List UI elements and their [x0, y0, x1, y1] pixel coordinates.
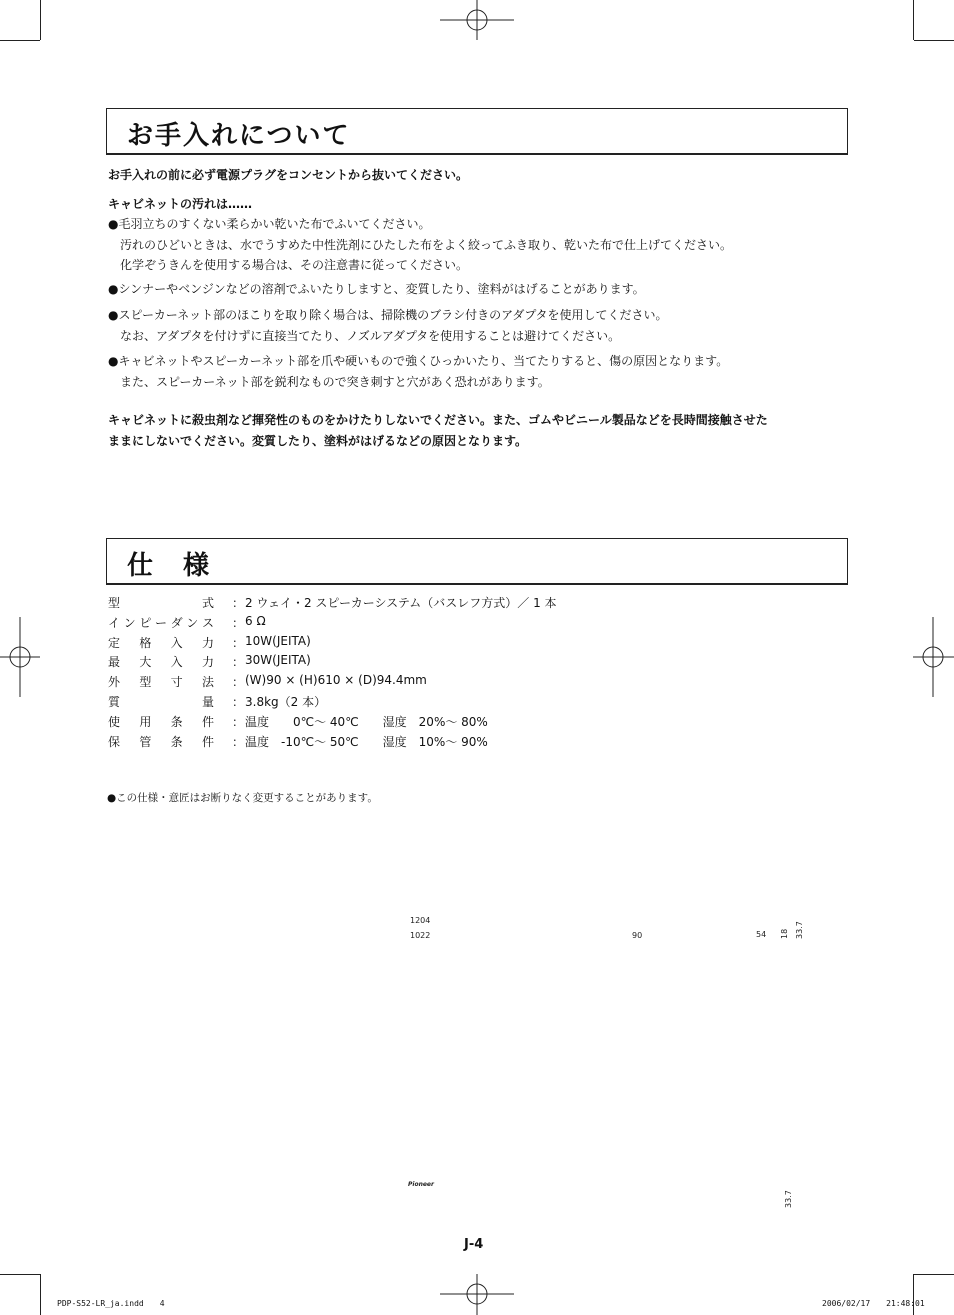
cabinet-heading: キャビネットの汚れは…… [108, 197, 253, 211]
spec-value: 温度 0℃～ 40℃ 湿度 20%～ 80% [245, 714, 488, 729]
spec-label: 最 大 入 力 [108, 655, 214, 670]
spec-value: 3.8kg（2 本） [245, 695, 327, 709]
spec-colon: ： [232, 596, 245, 610]
brand-logo: Pioneer [408, 1181, 434, 1188]
spec-label: 使 用 条 件 [108, 714, 214, 729]
care-bullet-1-line-1: ●毛羽立ちのすくない柔らかい乾いた布でふいてください。 [108, 217, 431, 231]
spec-value: 温度 -10℃～ 50℃ 湿度 10%～ 90% [245, 734, 488, 749]
spec-colon: ： [232, 714, 245, 729]
care-intro: お手入れの前に必ず電源プラグをコンセントから抜いてください。 [108, 168, 469, 182]
spec-colon: ： [232, 675, 245, 690]
care-bullet-1-line-2: 汚れのひどいときは、水でうすめた中性洗剤にひたした布をよく絞ってふき取り、乾いた布で仕上げてください。 [108, 237, 733, 252]
page-number: J-4 [464, 1237, 484, 1252]
spec-label: 定 格 入 力 [108, 635, 214, 650]
dimension-drawing [0, 800, 954, 1230]
care-bullet-3-line-1: ●スピーカーネット部のほこりを取り除く場合は、掃除機のブラシ付きのアダプタを使用してください。 [108, 308, 668, 322]
spec-label: 外 型 寸 法 [108, 675, 214, 690]
dim-total-width: 1204 [410, 916, 431, 925]
care-bullet-4-line-1: ●キャビネットやスピーカーネット部を爪や硬いもので強くひっかいたり、当てたりすると、傷の原因となります。 [108, 354, 729, 368]
care-warning [108, 410, 768, 451]
dim-side-33-7-top: 33.7 [795, 921, 804, 939]
spec-value: 6 Ω [245, 613, 266, 628]
spec-label: 保 管 条 件 [108, 734, 214, 749]
specs-note: ●この仕様・意匠はお断りなく変更することがあります。 [107, 792, 378, 804]
specs-title-box [106, 538, 848, 585]
spec-value: 30W(JEITA) [245, 653, 311, 668]
dim-side-18: 18 [780, 928, 789, 939]
spec-colon: ： [232, 734, 245, 749]
care-bullet-2 [108, 279, 645, 300]
care-bullet-2-line-1: ●シンナーやベンジンなどの溶剤でふいたりしますと、変質したり、塗料がはげることがあります。 [108, 282, 645, 296]
spec-value: 10W(JEITA) [245, 633, 311, 648]
care-bullet-3-line-2: なお、アダプタを付けずに直接当てたり、ノズルアダプタを使用することは避けてください。 [108, 328, 621, 343]
dim-side-33-7-bottom: 33.7 [784, 1190, 793, 1208]
dim-side-54: 54 [756, 930, 767, 939]
spec-label: 型 式 [108, 596, 214, 610]
specs-title: 仕 様 [127, 551, 212, 581]
care-title: お手入れについて [127, 121, 351, 151]
dim-panel-width: 1022 [410, 931, 431, 940]
care-bullet-4-line-2: また、スピーカーネット部を鋭利なもので突き刺すと穴があく恐れがあります。 [108, 374, 550, 389]
spec-colon: ： [232, 615, 245, 630]
care-bullet-1-line-3: 化学ぞうきんを使用する場合は、その注意書に従ってください。 [108, 258, 469, 272]
care-bullet-3 [108, 305, 667, 346]
spec-colon: ： [232, 635, 245, 650]
footer-timestamp: 2006/02/17 21:48:01 [822, 1299, 925, 1308]
spec-value: (W)90 × (H)610 × (D)94.4mm [245, 673, 427, 688]
dim-speaker-width: 90 [632, 931, 643, 940]
care-title-box [106, 108, 848, 155]
care-warning-line-2: ままにしないでください。変質したり、塗料がはげるなどの原因となります。 [108, 433, 528, 448]
spec-colon: ： [232, 655, 245, 670]
care-warning-line-1: キャビネットに殺虫剤など揮発性のものをかけたりしないでください。また、ゴムやビニール製品などを長時間接触させた [108, 413, 768, 427]
spec-label: イ ン ピ ー ダ ン ス [108, 615, 214, 630]
care-bullet-4 [108, 351, 728, 392]
spec-value: 2 ウェイ・2 スピーカーシステム（バスレフ方式）／ 1 本 [245, 596, 557, 610]
footer-file: PDP-S52-LR_ja.indd 4 [57, 1299, 165, 1308]
care-bullet-1 [108, 214, 732, 276]
spec-colon: ： [232, 695, 245, 709]
spec-label: 質 量 [108, 695, 214, 709]
